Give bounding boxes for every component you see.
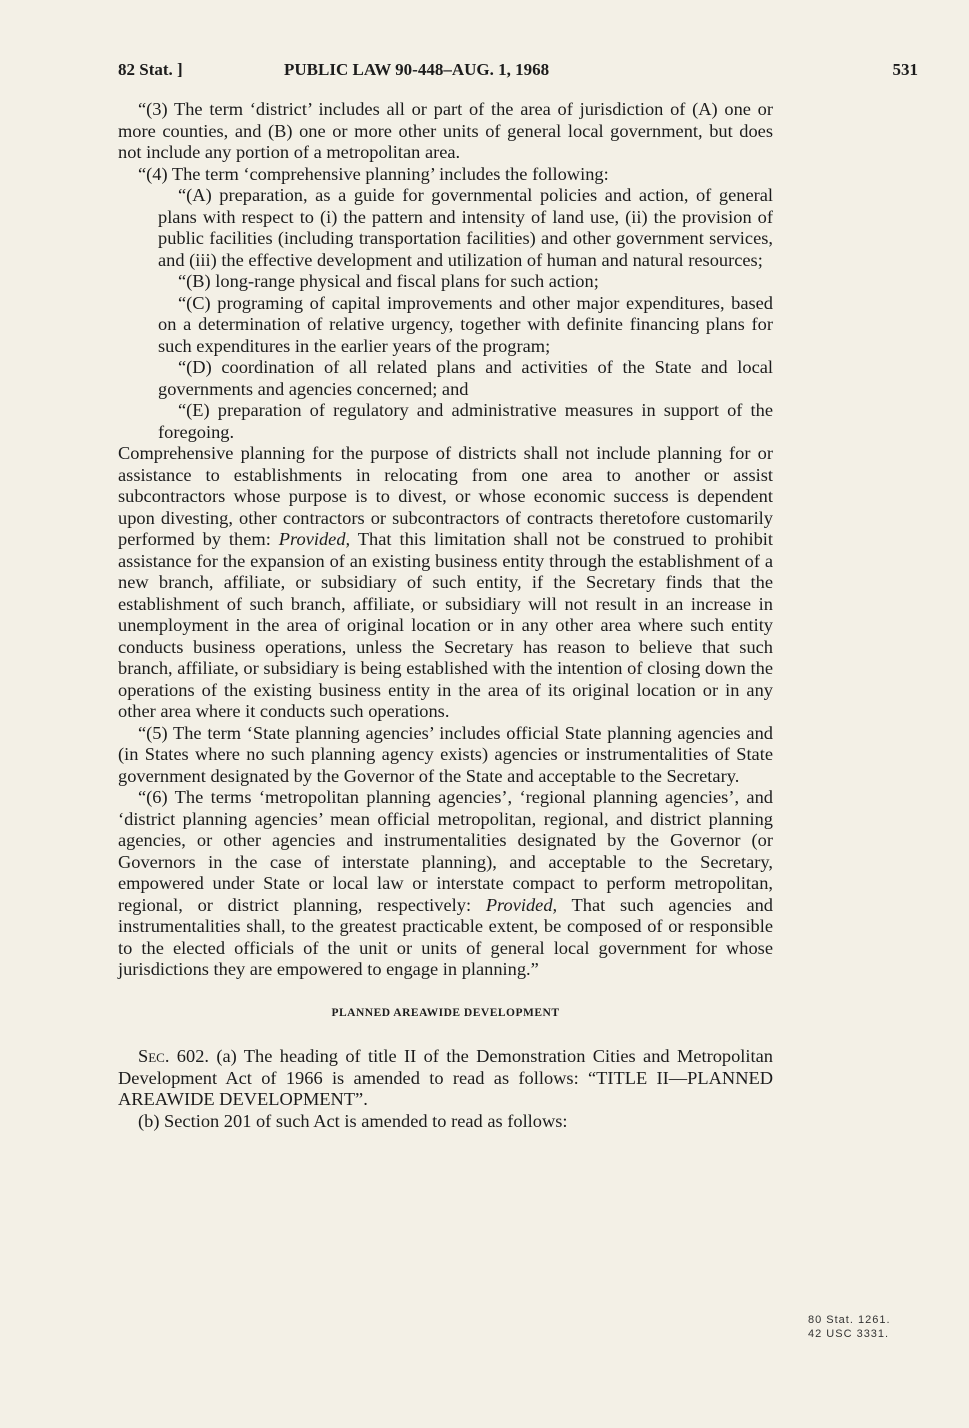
running-title: PUBLIC LAW 90-448–AUG. 1, 1968 — [284, 60, 550, 79]
paragraph-4d: “(D) coordination of all related plans and activities of the State and local governments and agencies concerned; and — [158, 357, 773, 399]
section-label: Sec. 602. — [138, 1046, 209, 1066]
page-body — [118, 99, 773, 1132]
margin-citation — [808, 1313, 891, 1341]
paragraph-4a: “(A) preparation, as a guide for governmental policies and action, of general plans with respect to (i) the pattern and intensity of land use, (ii) the provision of public facilities (including transportation facilities) and other government services, and (iii) the effective development and utilization of human and natural resources; — [158, 185, 773, 270]
proviso-emphasis: Provided, — [278, 529, 351, 549]
paragraph-4b: “(B) long-range physical and fiscal plans for such action; — [178, 271, 599, 291]
comprehensive-text-after: That this limitation shall not be construed to prohibit assistance for the expansion of an existing business entity through the establishment of a new branch, affiliate, or subsidiary of such entity, if the Secretary finds that the establishment of such branch, affiliate, or subsidiary will not result in an increase in unemployment in the area of original location or in any other area where such entity conducts business operations, unless the Secretary has reason to believe that such branch, affiliate, or subsidiary is being established with the intention of closing down the operations of the existing business entity in the area of its original location or in any other area where it conducts such operations. — [118, 529, 773, 721]
proviso-emphasis: Provided, — [485, 894, 558, 915]
paragraph-4: “(4) The term ‘comprehensive planning’ includes the following: — [138, 163, 609, 184]
section-602-text: (a) The heading of title II of the Demonstration Cities and Metropolitan Development Act of 1966 is amended to read as follows: “TITLE II—PLANNED AREAWIDE DEVELOPMENT”. — [118, 1046, 773, 1109]
margin-citation-usc: 42 USC 3331. — [808, 1328, 890, 1340]
paragraph-5: “(5) The term ‘State planning agencies’ includes official State planning agencies and (in States where no such planning agency exists) agencies or instrumentalities of State government designated by the Governor of the State and acceptable to the Secretary. — [118, 722, 773, 786]
section-heading: PLANNED AREAWIDE DEVELOPMENT — [331, 1006, 560, 1019]
section-602b-paragraph: (b) Section 201 of such Act is amended to read as follows: — [138, 1110, 568, 1131]
page-header — [118, 60, 918, 84]
paragraph-6 — [118, 787, 773, 981]
comprehensive-planning-paragraph — [118, 443, 773, 723]
paragraph-4e: “(E) preparation of regulatory and administrative measures in support of the foregoing. — [158, 400, 773, 442]
margin-citation-stat: 80 Stat. 1261. — [808, 1314, 891, 1326]
paragraph-3: “(3) The term ‘district’ includes all or part of the area of jurisdiction of (A) one or more counties, and (B) one or more other units of general local government, but does not include any portion of a metropolitan area. — [118, 99, 773, 162]
comprehensive-text-before: Comprehensive planning for the purpose of districts shall not include planning for or assistance to establishments in relocating from one area to another or assist subcontractors whose purpose is to divest, or whose economic success is dependent upon divesting, other contractors or subcontractors of contracts theretofore customarily performed by them: — [118, 443, 773, 549]
section-602-paragraph — [118, 1046, 773, 1111]
paragraph-4c: “(C) programing of capital improvements and other major expenditures, based on a determination of relative urgency, together with definite financing plans for such expenditures in the earlier years of the program; — [158, 292, 773, 356]
paragraph-6-after: That such agencies and instrumentalities shall, to the greatest practicable extent, be composed of or responsible to the elected officials of the unit or units of general local government for whose jurisdictions they are empowered to engage in planning.” — [118, 894, 773, 979]
page-number: 531 — [892, 60, 918, 79]
paragraph-6-before: “(6) The terms ‘metropolitan planning agencies’, ‘regional planning agencies’, and ‘district planning agencies’ mean official metropolitan, regional, and district planning agencies, or other agencies and instrumentalities designated by the Governor (or Governors in the case of interstate planning), and acceptable to the Secretary, empowered under State or local law or interstate compact to perform metropolitan, regional, or district planning, respectively: — [118, 787, 773, 915]
statute-reference: 82 Stat. ] — [118, 60, 183, 79]
